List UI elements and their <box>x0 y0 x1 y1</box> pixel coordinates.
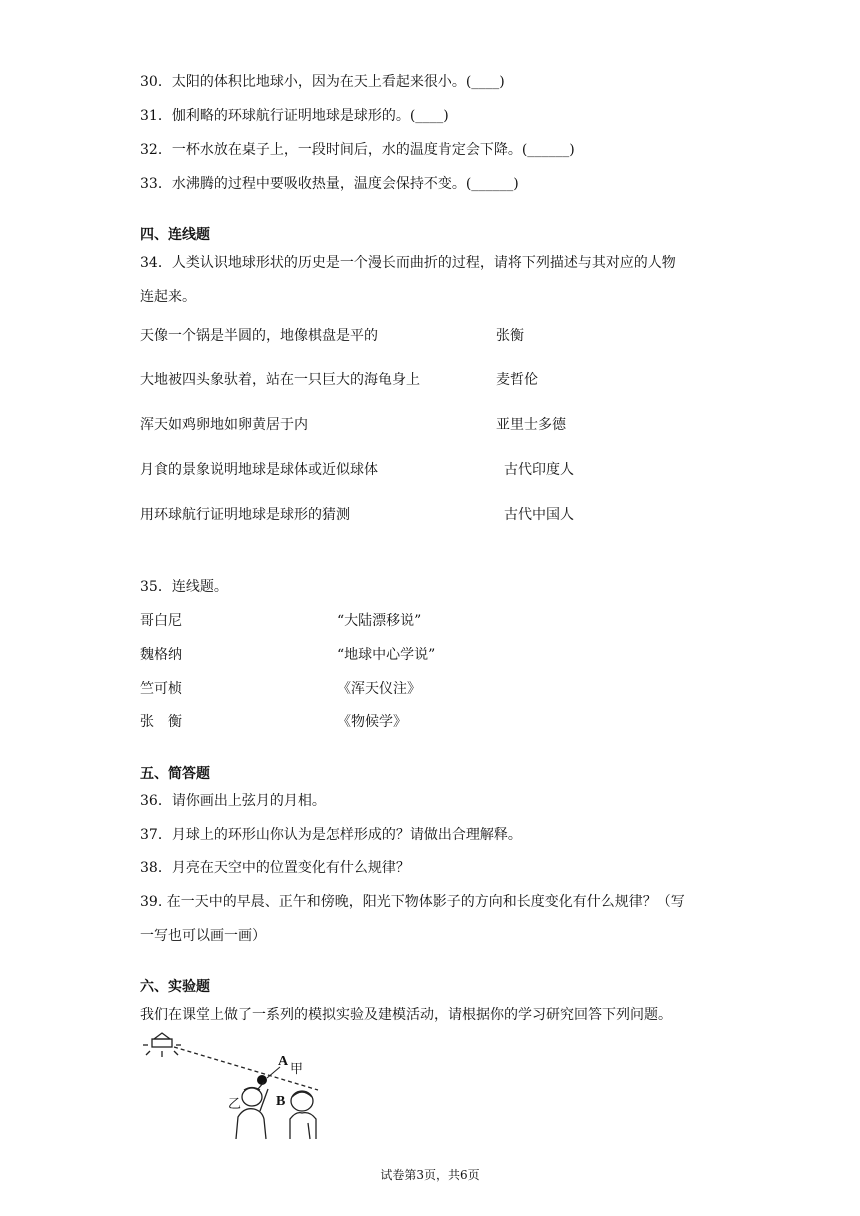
question-30: 30．太阳的体积比地球小，因为在天上看起来很小。(____) <box>140 74 505 90</box>
q34-right-item: 麦哲伦 <box>496 372 538 388</box>
question-32: 32．一杯水放在桌子上，一段时间后，水的温度肯定会下降。(______) <box>140 142 575 158</box>
q34-left-item: 大地被四头象驮着，站在一只巨大的海龟身上 <box>140 372 420 388</box>
question-33: 33．水沸腾的过程中要吸收热量，温度会保持不变。(______) <box>140 176 519 192</box>
q34-right-item: 古代印度人 <box>504 462 574 478</box>
q34-left-item: 用环球航行证明地球是球形的猜测 <box>140 507 350 523</box>
question-31: 31．伽利略的环球航行证明地球是球形的。(____) <box>140 108 449 124</box>
label-jia: 甲 <box>290 1062 304 1077</box>
question-34-line1: 34．人类认识地球形状的历史是一个漫长而曲折的过程，请将下列描述与其对应的人物 <box>140 255 676 271</box>
question-39-line1: 39. 在一天中的早晨、正午和傍晚，阳光下物体影子的方向和长度变化有什么规律？（写 <box>140 894 685 910</box>
question-35-title: 35．连线题。 <box>140 579 228 595</box>
section-6-intro: 我们在课堂上做了一系列的模拟实验及建模活动，请根据你的学习研究回答下列问题。 <box>140 1007 672 1023</box>
q34-left-item: 天像一个锅是半圆的，地像棋盘是平的 <box>140 328 378 344</box>
moon-phase-experiment-figure <box>140 1027 340 1142</box>
label-yi: 乙 <box>228 1097 242 1112</box>
q34-left-item: 月食的景象说明地球是球体或近似球体 <box>140 462 378 478</box>
q35-left-item: 张 衡 <box>140 714 182 730</box>
q35-right-item: “大陆漂移说” <box>337 613 422 629</box>
q35-left-item: 竺可桢 <box>140 681 182 697</box>
section-5-title: 五、简答题 <box>140 766 210 782</box>
q34-right-item: 亚里士多德 <box>496 417 566 433</box>
question-39-line2: 一写也可以画一画） <box>140 928 266 944</box>
q34-left-item: 浑天如鸡卵地如卵黄居于内 <box>140 417 308 433</box>
student-jia-figure <box>290 1091 316 1139</box>
question-34-line2: 连起来。 <box>140 289 196 305</box>
question-37: 37．月球上的环形山你认为是怎样形成的？请做出合理解释。 <box>140 827 522 843</box>
question-36: 36．请你画出上弦月的月相。 <box>140 793 326 809</box>
lamp-icon <box>143 1033 181 1057</box>
section-6-title: 六、实验题 <box>140 979 210 995</box>
q35-right-item: 《浑天仪注》 <box>337 681 421 697</box>
section-4-title: 四、连线题 <box>140 227 210 243</box>
q35-right-item: 《物候学》 <box>337 714 407 730</box>
q35-left-item: 哥白尼 <box>140 613 182 629</box>
q35-left-item: 魏格纳 <box>140 647 182 663</box>
q35-right-item: “地球中心学说” <box>337 647 436 663</box>
q34-right-item: 古代中国人 <box>504 507 574 523</box>
label-b: B <box>276 1094 286 1109</box>
page-footer: 试卷第3页，共6页 <box>380 1168 480 1182</box>
label-a: A <box>278 1054 289 1069</box>
q34-right-item: 张衡 <box>496 328 524 344</box>
question-38: 38．月亮在天空中的位置变化有什么规律？ <box>140 860 410 876</box>
